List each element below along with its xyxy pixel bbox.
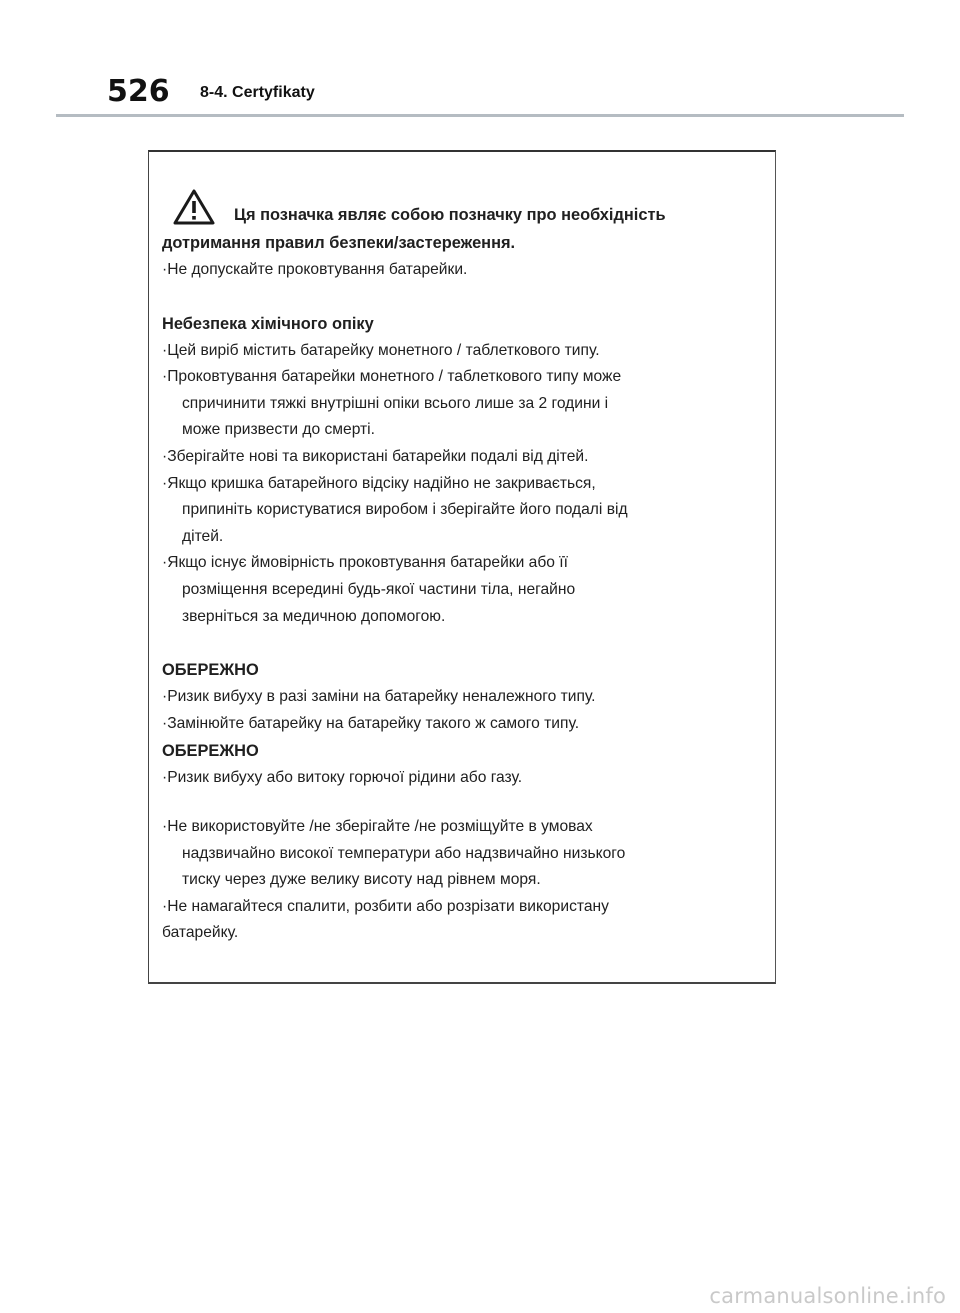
caution-2-item-2-line: надзвичайно високої температури або надзвичайно низького [182, 844, 626, 862]
header-divider [56, 114, 904, 117]
chemical-item-1 [162, 338, 762, 365]
chemical-item-5-line: зверніться за медичною допомогою. [182, 607, 446, 625]
section-title: 8-4. Certyfikaty [200, 84, 315, 101]
warning-heading-line1: Ця позначка являє собою позначку про необхідність [234, 206, 666, 224]
chemical-item-4-line: дітей. [182, 527, 224, 545]
caution-2-item-2 [162, 814, 762, 894]
caution-heading-1: ОБЕРЕЖНО [162, 661, 259, 680]
warning-heading [162, 186, 762, 257]
caution-2-item-1: ·Ризик вибуху або витоку горючої рідини або газу. [162, 769, 523, 787]
warning-heading-line2: дотримання правил безпеки/застереження. [162, 234, 516, 252]
caution-2-item-3 [162, 894, 762, 947]
chemical-item-2-line: ·Проковтування батарейки монетного / таблеткового типу може [162, 368, 622, 386]
chemical-item-4 [162, 471, 762, 551]
page-number: 526 [107, 74, 170, 109]
chemical-heading: Небезпека хімічного опіку [162, 314, 374, 333]
caution-2-item-3-line: ·Не намагайтеся спалити, розбити або розрізати використану [162, 897, 609, 915]
chemical-item-5 [162, 550, 762, 630]
warning-triangle-icon [172, 188, 216, 226]
chemical-item-2 [162, 364, 762, 444]
chemical-item-3 [162, 444, 762, 471]
watermark: carmanualsonline.info [709, 1284, 946, 1308]
chemical-item-5-line: ·Якщо існує ймовірність проковтування батарейки або її [162, 554, 568, 572]
scanned-label-content [162, 186, 762, 947]
caution-2-item-3-line: батарейку. [162, 924, 239, 942]
chemical-item-4-line: ·Якщо кришка батарейного відсіку надійно не закривається, [162, 474, 596, 492]
page-header [0, 0, 960, 120]
caution-2-item-2-line: тиску через дуже велику висоту над рівнем моря. [182, 871, 541, 889]
caution-1-item: ·Замінюйте батарейку на батарейку такого ж самого типу. [162, 714, 580, 732]
chemical-item-4-line: припиніть користуватися виробом і зберігайте його подалі від [182, 501, 628, 519]
caution-1-item: ·Ризик вибуху в разі заміни на батарейку неналежного типу. [162, 688, 596, 706]
caution-heading-2: ОБЕРЕЖНО [162, 742, 259, 761]
warning-item: ·Не допускайте проковтування батарейки. [162, 261, 468, 278]
chemical-item-2-line: може призвести до смерті. [182, 421, 375, 439]
chemical-item-3-line: ·Зберігайте нові та використані батарейки подалі від дітей. [162, 447, 589, 465]
chemical-item-1-line: ·Цей виріб містить батарейку монетного / таблеткового типу. [162, 341, 600, 359]
chemical-item-5-line: розміщення всередині будь-якої частини тіла, негайно [182, 580, 576, 598]
caution-2-item-2-line: ·Не використовуйте /не зберігайте /не розміщуйте в умовах [162, 817, 593, 835]
chemical-item-2-line: спричинити тяжкі внутрішні опіки всього лише за 2 години і [182, 394, 609, 412]
